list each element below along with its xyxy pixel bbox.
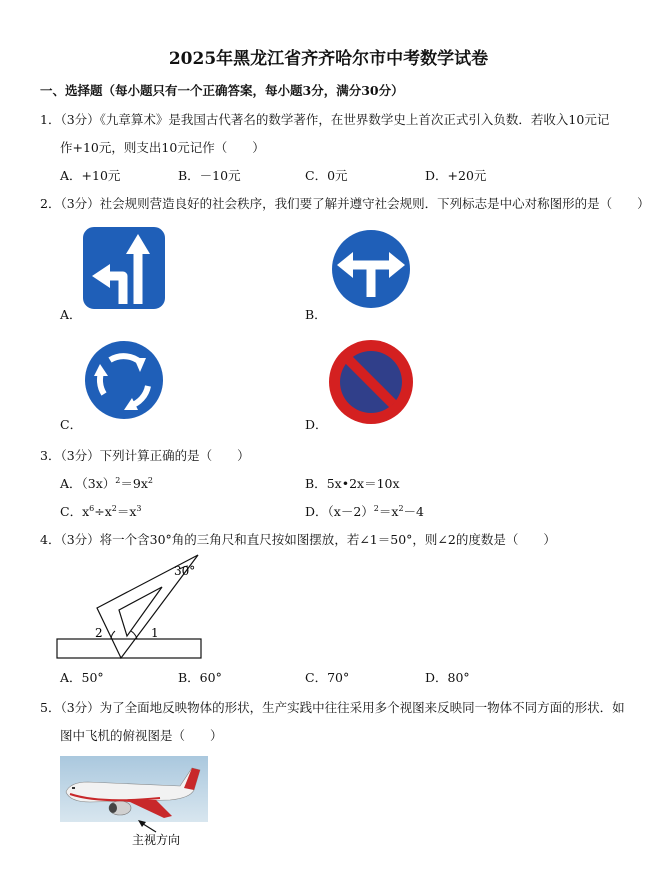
q3-a-base: （3x） (81, 476, 116, 491)
q3-d-exp: 2 (373, 503, 379, 513)
question-1-line-2: 作+10元，则支出10元记作（ ） (60, 140, 265, 155)
q3-d-label: D． (305, 504, 328, 519)
q4-option-c: C．70° (305, 670, 350, 685)
q3-d-base: （x－2） (327, 504, 374, 519)
q4-option-a: A．50° (60, 670, 104, 685)
angle-1-label: 1 (151, 626, 159, 640)
sign-b-left-or-right-turn (327, 225, 415, 313)
angle-30-label: 30° (174, 564, 196, 578)
angle-2-label: 2 (95, 626, 103, 640)
q3-b-text: 5x•2x＝10x (326, 476, 400, 491)
q1-option-a: A．+10元 (60, 168, 121, 183)
angle-1-arc (131, 631, 137, 639)
q2-label-c: C． (60, 417, 83, 432)
q3-a-exp: 2 (115, 475, 121, 485)
q2-label-d: D． (305, 417, 328, 432)
q2-label-a: A． (60, 307, 82, 322)
q1-option-c: C．0元 (305, 168, 348, 183)
q3-option-a (60, 474, 153, 492)
q3-b-label: B． (305, 476, 327, 491)
q3-d-exp2: 2 (398, 503, 404, 513)
q1-option-d: D．+20元 (425, 168, 487, 183)
q3-c-t1: x (82, 504, 90, 519)
q3-c-e3: 3 (136, 503, 142, 513)
question-5-line-1: 5．（3分）为了全面地反映物体的形状，生产实践中往往采用多个视图来反映同一物体不同方面的形状．如 (40, 700, 625, 715)
q5-caption: 主视方向 (132, 833, 181, 847)
q3-c-label: C． (60, 504, 83, 519)
q3-c-e1: 6 (89, 503, 95, 513)
q3-c-t2: ÷x (94, 504, 112, 519)
q3-option-d (305, 502, 424, 520)
sign-d-no-parking (327, 338, 415, 426)
question-2-line-1: 2．（3分）社会规则营造良好的社会秩序，我们要了解并遵守社会规则．下列标志是中心对称图形的是（ ） (40, 196, 650, 211)
q3-a-rest: ＝9x (120, 476, 148, 491)
ruler-rect (57, 639, 201, 658)
q3-c-e2: 2 (111, 503, 117, 513)
q3-option-b (305, 474, 400, 492)
sign-c-roundabout (80, 336, 168, 424)
page-title: 2025年黑龙江省齐齐哈尔市中考数学试卷 (168, 49, 489, 69)
question-3-line-1: 3．（3分）下列计算正确的是（ ） (40, 448, 250, 463)
q1-option-b: B．－10元 (178, 168, 241, 183)
q4-option-d: D．80° (425, 670, 470, 685)
q5-airplane-photo (60, 756, 208, 848)
section-heading: 一、选择题（每小题只有一个正确答案，每小题3分，满分30分） (40, 83, 404, 98)
question-5-line-2: 图中飞机的俯视图是（ ） (60, 728, 223, 743)
q3-a-label: A． (60, 476, 82, 491)
sign-a-straight-or-left-turn (80, 224, 168, 312)
question-1-line-1: 1．（3分）《九章算术》是我国古代著名的数学著作，在世界数学史上首次正式引入负数．若收入10元记 (40, 112, 610, 127)
q2-label-b: B． (305, 307, 327, 322)
q3-d-rest: ＝x (378, 504, 399, 519)
q4-triangle-ruler-figure (55, 552, 205, 664)
q4-option-b: B．60° (178, 670, 222, 685)
angle-2-arc (111, 631, 115, 639)
q3-d-tail: －4 (403, 504, 424, 519)
q3-c-t3: ＝x (116, 504, 137, 519)
q3-a-exp2: 2 (147, 475, 153, 485)
question-4-line-1: 4．（3分）将一个含30°角的三角尺和直尺按如图摆放，若∠1＝50°，则∠2的度数是（ ） (40, 532, 556, 547)
q3-option-c (60, 502, 142, 520)
